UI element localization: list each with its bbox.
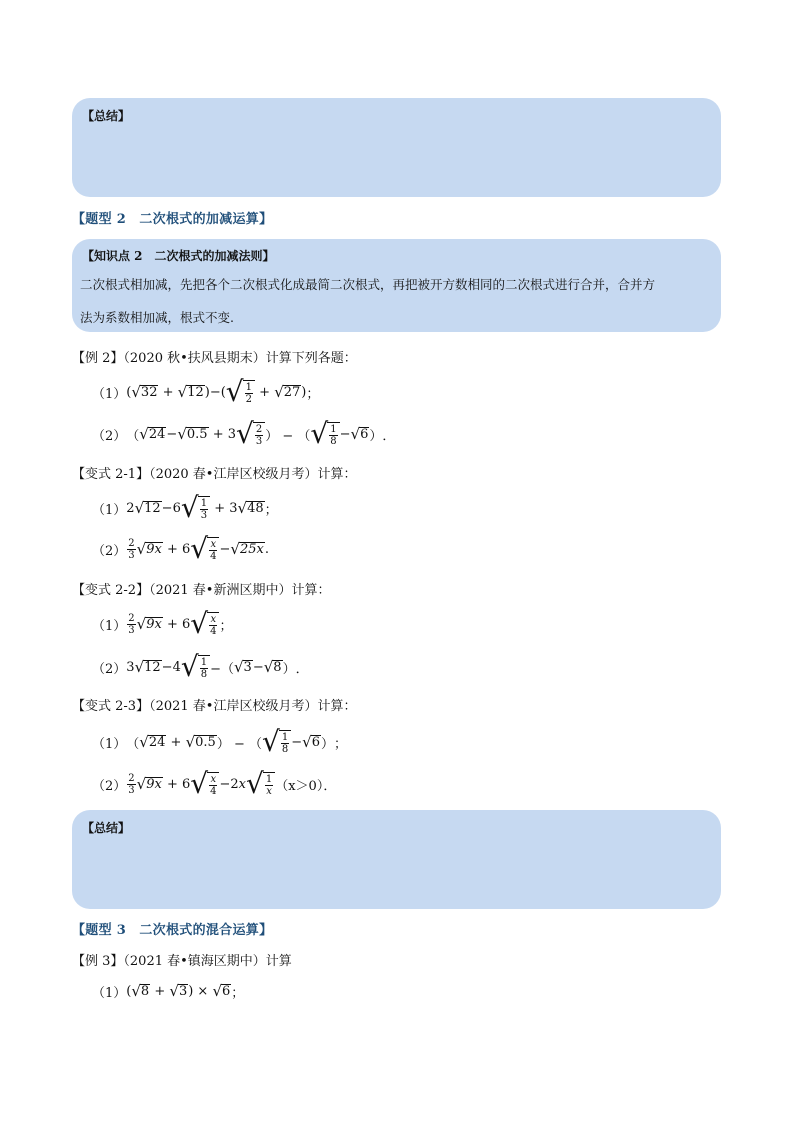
variant-2-2-title: 【变式 2-2】（2021 春•新洲区期中）计算： xyxy=(72,583,331,598)
radical: √ 6 xyxy=(350,424,369,443)
radical: √ $\frac{1}{8}$ xyxy=(310,420,339,448)
problem-label: （2） xyxy=(92,778,127,794)
radical: √ $\frac{1}{8}$ xyxy=(181,653,210,681)
variant-2-1-problem-1: （1） 2 √ 12 −6 √ $\frac{1}{3}$ + 3 √ 48 ； xyxy=(92,491,278,524)
radical: √ 3 xyxy=(233,657,252,676)
fraction: $\frac{2}{3}$ xyxy=(128,612,135,636)
variant-2-1-title: 【变式 2-1】（2020 春•江岸区校级月考）计算： xyxy=(72,467,357,482)
radical: √ 0.5 xyxy=(185,732,216,751)
variant-2-2-problem-2: （2） 3 √ 12 −4 √ $\frac{1}{8}$ −（ √ 3 − √ 8 ） ． xyxy=(92,650,309,683)
section-heading-3: 【题型 3 二次根式的混合运算】 xyxy=(72,923,273,938)
radical: √ 0.5 xyxy=(177,424,208,443)
radical: √ $\frac{1}{2}$ xyxy=(226,378,255,406)
example-3-problem-1: （1） ( √ 8 + √ 3 ) × √ 6 ； xyxy=(92,981,245,1001)
radical: √ $\frac{1}{x}$ xyxy=(246,770,275,798)
example-2-problem-2: （2） （ √ 24 − √ 0.5 + 3 √ $\frac{2}{3}$ ） − （ √ $\frac{1}{8}$ − √ 6 ） ． xyxy=(92,417,396,450)
problem-label: （2） xyxy=(92,661,127,677)
summary-label: 【总结】 xyxy=(82,109,131,123)
radical: √ 9x xyxy=(136,614,162,633)
problem-label: （1） xyxy=(92,386,127,402)
problem-label: （2） xyxy=(92,543,127,559)
radical: √ $\frac{x}{4}$ xyxy=(190,770,219,798)
radical: √ 24 xyxy=(139,424,166,443)
knowledge-box xyxy=(72,239,721,332)
radical: √ 12 xyxy=(134,657,161,676)
summary-label: 【总结】 xyxy=(82,821,131,835)
variant-2-3-problem-1: （1） （ √ 24 + √ 0.5 ） − （ √ $\frac{1}{8}$ − √ 6 ） ； xyxy=(92,725,347,758)
radical: √ 12 xyxy=(134,498,161,517)
radical: √ 3 xyxy=(169,981,188,1000)
problem-label: （1） xyxy=(92,502,127,518)
variant-2-2-problem-1: （1） $\frac{2}{3}$ √ 9x + 6 √ $\frac{x}{4}$ ； xyxy=(92,607,233,640)
example-3-title: 【例 3】（2021 春•镇海区期中）计算 xyxy=(72,954,292,969)
radical: √ 6 xyxy=(302,732,320,751)
fraction: $\frac{2}{3}$ xyxy=(128,772,135,796)
variant-2-3-title: 【变式 2-3】（2021 春•江岸区校级月考）计算： xyxy=(72,699,357,714)
radical: √ 48 xyxy=(237,498,264,517)
radical: √ 9x xyxy=(136,774,162,793)
problem-label: （1） xyxy=(92,618,127,634)
radical: √ $\frac{2}{3}$ xyxy=(236,420,265,448)
problem-label: （1） xyxy=(92,736,127,752)
knowledge-title: 【知识点 2 二次根式的加减法则】 xyxy=(82,249,275,263)
radical: √ 8 xyxy=(263,657,282,676)
section-heading-2: 【题型 2 二次根式的加减运算】 xyxy=(72,212,273,227)
problem-label: （2） xyxy=(92,428,127,444)
radical: √ 32 xyxy=(131,382,158,401)
variant-2-3-problem-2: （2） $\frac{2}{3}$ √ 9x + 6 √ $\frac{x}{4}$ −2x √ $\frac{1}{x}$ （x＞0）． xyxy=(92,767,337,800)
example-2-problem-1: （1） ( √ 32 + √ 12 )−( √ $\frac{1}{2}$ + √ 27 ) ； xyxy=(92,375,320,408)
radical: √ 12 xyxy=(177,382,204,401)
variant-2-1-problem-2: （2） $\frac{2}{3}$ √ 9x + 6 √ $\frac{x}{4}$ − √ 25x . xyxy=(92,532,269,565)
radical: √ $\frac{x}{4}$ xyxy=(190,610,219,638)
knowledge-text-1: 二次根式相加减，先把各个二次根式化成最简二次根式，再把被开方数相同的二次根式进行合并，合并方 xyxy=(80,277,656,292)
radical: √ 9x xyxy=(136,539,162,558)
example-2-title: 【例 2】（2020 秋•扶风县期末）计算下列各题： xyxy=(72,351,357,366)
problem-label: （1） xyxy=(92,985,127,1001)
radical: √ 8 xyxy=(131,981,150,1000)
radical: √ 24 xyxy=(139,732,166,751)
radical: √ 25x xyxy=(230,539,264,558)
radical: √ $\frac{1}{3}$ xyxy=(181,494,210,522)
radical: √ $\frac{x}{4}$ xyxy=(190,535,219,563)
summary-box xyxy=(72,810,721,909)
radical: √ 27 xyxy=(274,382,301,401)
fraction: $\frac{2}{3}$ xyxy=(128,537,135,561)
knowledge-text-2: 法为系数相加减，根式不变. xyxy=(80,310,234,325)
summary-box xyxy=(72,98,721,197)
radical: √ $\frac{1}{8}$ xyxy=(262,728,291,756)
radical: √ 6 xyxy=(212,981,231,1000)
